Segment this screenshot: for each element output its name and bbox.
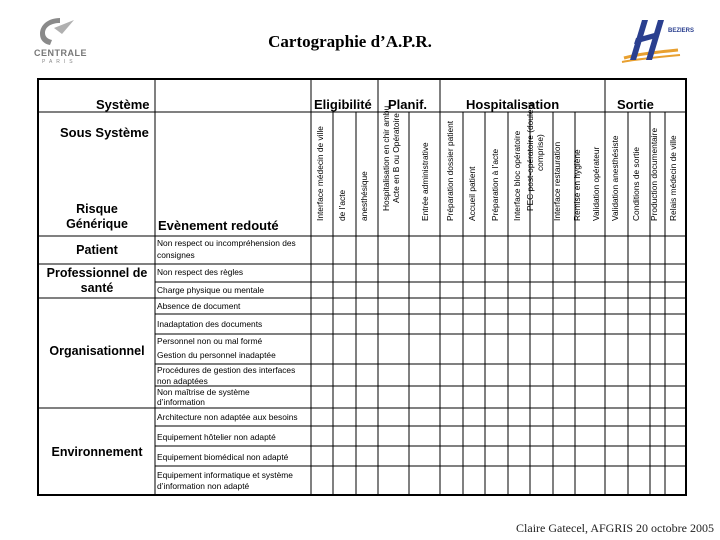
event-label: Non respect des règles [157, 267, 244, 277]
event-label: Architecture non adaptée aux besoins [157, 412, 298, 422]
event-label: Procédures de gestion des interfaces [157, 365, 296, 375]
event-label: d’information [157, 397, 205, 407]
event-label: Gestion du personnel inadaptée [157, 350, 276, 360]
header-evenement-redoute: Evènement redouté [158, 218, 279, 233]
event-label: Equipement hôtelier non adapté [157, 432, 276, 442]
header-hospitalisation: Hospitalisation [466, 97, 560, 112]
header-eligibilite: Eligibilité [314, 97, 372, 112]
risk-group-label: Professionnel de santé [46, 266, 148, 295]
page-title: Cartographie d’A.P.R. [268, 32, 432, 51]
header-sous-systeme: Sous Système [60, 125, 149, 140]
event-label: Non respect ou incompréhension des [157, 238, 296, 248]
hopital-logo-text: BEZIERS [668, 28, 695, 34]
header-systeme: Système [96, 97, 150, 112]
risk-group-label: Environnement [51, 445, 143, 459]
risk-group-label: Organisationnel [49, 344, 145, 358]
event-label: Charge physique ou mentale [157, 285, 265, 295]
event-label: Personnel non ou mal formé [157, 336, 263, 346]
event-label: non adaptées [157, 376, 208, 386]
event-label: Equipement biomédical non adapté [157, 452, 289, 462]
event-label: Equipement informatique et système [157, 470, 293, 480]
risk-group-label: Patient [76, 243, 118, 257]
centrale-logo-text: CENTRALE [34, 48, 87, 58]
centrale-logo-subtext: PARIS [42, 59, 77, 65]
event-label: consignes [157, 250, 195, 260]
event-label: Absence de document [157, 301, 241, 311]
header-risque-generique: Risque Générique [66, 202, 128, 231]
event-label: d’information non adapté [157, 481, 250, 491]
event-label: Non maîtrise de système [157, 387, 250, 397]
footer-credit: Claire Gatecel, AFGRIS 20 octobre 2005 [516, 521, 714, 535]
header-sortie: Sortie [617, 97, 654, 112]
event-label: Inadaptation des documents [157, 319, 263, 329]
header-planif: Planif. [388, 97, 428, 112]
